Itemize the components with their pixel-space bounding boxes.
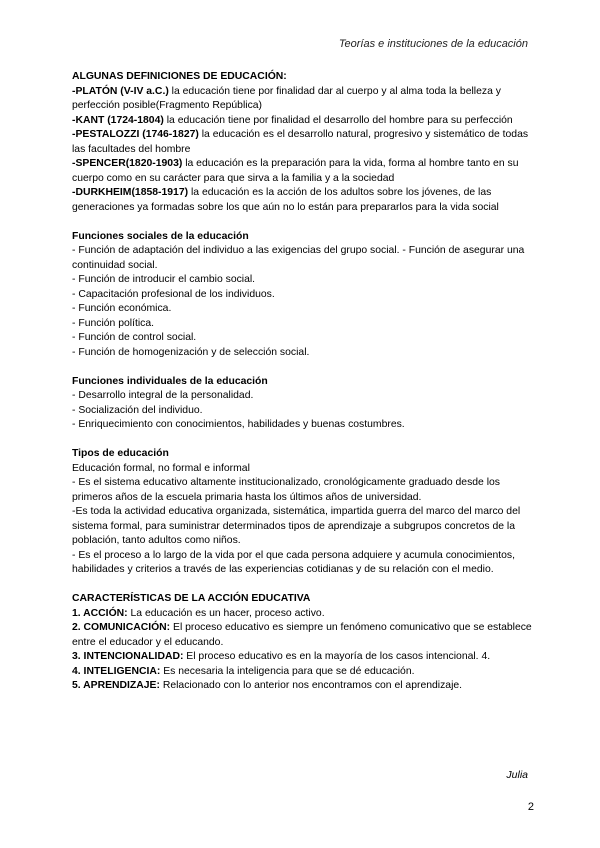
characteristic-item [72,621,534,650]
characteristic-item [72,679,534,694]
characteristic-text: Es necesaria la inteligencia para que se dé educación. [160,665,415,677]
definition-text: la educación tiene por finalidad dar al cuerpo y al alma toda la belleza y perfección posible(Fragmento República) [72,85,501,111]
social-function-item: - Función de adaptación del individuo a las exigencias del grupo social. - Función de asegurar una continuidad social. [72,245,525,271]
definition-item [72,186,534,215]
characteristic-item [72,650,534,665]
definition-author: -SPENCER(1820-1903) [72,158,183,169]
running-header: Teorías e instituciones de la educación [338,38,528,50]
type-item: - Es el sistema educativo altamente institucionalizado, cronológicamente graduado desde los primeros años de la escuela primaria hasta los últimos años de universidad. [72,477,500,503]
social-function-item: - Función de homogenización y de selección social. [72,346,310,358]
definitions-title: ALGUNAS DEFINICIONES DE EDUCACIÓN: [72,71,287,82]
social-function-item: - Función de introducir el cambio social. [72,274,256,285]
page-number: 2 [527,801,534,813]
characteristic-text: El proceso educativo es en la mayoría de los casos intencional. 4. [183,651,491,662]
characteristic-label: 2. COMUNICACIÓN: [72,622,171,633]
definition-item [72,128,534,157]
social-functions-title: Funciones sociales de la educación [72,230,249,242]
individual-function-item: - Desarrollo integral de la personalidad. [72,390,254,401]
social-function-item: - Función económica. [72,303,172,314]
definition-author: -PLATÓN (V-IV a.C.) [72,85,169,97]
types-title: Tipos de educación [72,448,169,459]
characteristic-label: 5. APRENDIZAJE: [72,680,160,691]
document-body [72,70,534,694]
characteristic-text: La educación es un hacer, proceso activo. [127,607,325,619]
characteristic-label: 1. ACCIÓN: [72,607,128,619]
type-item: -Es toda la actividad educativa organizada, sistemática, impartida guerra del marco del marco del sistema formal, para suministrar determinados tipos de aprendizaje a subgrupos concretos de la población, tanto adultos como niños. [72,506,521,546]
individual-function-item: - Socialización del individuo. [72,404,203,416]
individual-function-item: - Enriquecimiento con conocimientos, habilidades y buenas costumbres. [72,419,405,430]
characteristic-item [72,665,534,680]
definition-text: la educación es el desarrollo natural, progresivo y sistemático de todas las facultades del hombre [72,129,529,155]
social-function-item: - Función política. [72,317,155,329]
definition-item [72,114,534,129]
definition-author: -KANT (1724-1804) [72,114,164,126]
characteristic-label: 3. INTENCIONALIDAD: [72,651,184,662]
definition-item [72,157,534,186]
definition-text: la educación es la acción de los adultos sobre los jóvenes, de las generaciones ya formadas sobre los que aún no lo están para prepararlos para la vida social [72,187,499,213]
definition-text: la educación tiene por finalidad el desarrollo del hombre para su perfección [163,114,513,126]
definition-author: -DURKHEIM(1858-1917) [72,187,189,198]
social-function-item: - Función de control social. [72,332,197,343]
individual-functions-title: Funciones individuales de la educación [72,375,268,387]
types-subtitle: Educación formal, no formal e informal [72,462,250,474]
author-signature: Julia [506,769,528,781]
social-function-item: - Capacitación profesional de los individuos. [72,288,275,300]
characteristic-text: El proceso educativo es siempre un fenómeno comunicativo que se establece entre el educador y el educando. [72,622,532,648]
type-item: - Es el proceso a lo largo de la vida por el que cada persona adquiere y acumula conocimientos, habilidades y criterios a través de las experiencias cotidianas y de su relación con el medio. [72,549,516,575]
definition-text: la educación es la preparación para la vida, forma al hombre tanto en su cuerpo como en su carácter para que sirva a la familia y a la sociedad [72,158,519,184]
definition-item [72,85,534,114]
characteristic-label: 4. INTELIGENCIA: [72,665,161,677]
characteristic-text: Relacionado con lo anterior nos encontramos con el aprendizaje. [159,680,463,691]
definition-author: -PESTALOZZI (1746-1827) [72,129,199,140]
characteristics-title: CARACTERÍSTICAS DE LA ACCIÓN EDUCATIVA [72,593,311,604]
characteristic-item [72,607,534,622]
